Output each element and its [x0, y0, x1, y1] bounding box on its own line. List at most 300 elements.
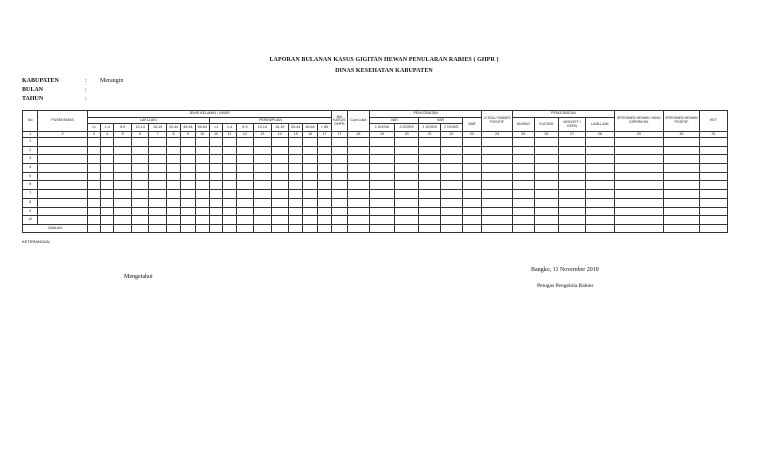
table-cell[interactable]	[664, 216, 700, 225]
table-cell[interactable]	[347, 190, 370, 199]
table-cell[interactable]	[559, 155, 586, 164]
table-cell[interactable]	[236, 207, 253, 216]
table-cell[interactable]	[441, 216, 463, 225]
table-cell[interactable]	[513, 164, 535, 173]
table-cell[interactable]	[317, 198, 331, 207]
table-cell[interactable]	[513, 181, 535, 190]
table-cell[interactable]	[441, 155, 463, 164]
table-cell[interactable]	[347, 181, 370, 190]
table-cell[interactable]	[370, 207, 395, 216]
table-cell[interactable]	[559, 216, 586, 225]
table-cell[interactable]	[699, 164, 727, 173]
table-cell[interactable]	[317, 172, 331, 181]
table-cell[interactable]	[303, 198, 317, 207]
table-cell[interactable]	[236, 198, 253, 207]
table-cell[interactable]	[394, 138, 419, 147]
table-cell[interactable]	[664, 138, 700, 147]
table-cell[interactable]	[271, 216, 288, 225]
table-cell[interactable]	[223, 172, 236, 181]
table-cell[interactable]	[236, 172, 253, 181]
table-cell[interactable]	[166, 181, 180, 190]
table-cell[interactable]	[332, 190, 347, 199]
table-cell[interactable]	[114, 216, 131, 225]
table-cell[interactable]	[166, 138, 180, 147]
table-cell[interactable]	[699, 198, 727, 207]
table-cell[interactable]	[303, 164, 317, 173]
table-cell[interactable]	[534, 146, 559, 155]
table-cell[interactable]	[254, 164, 271, 173]
table-cell[interactable]	[585, 198, 614, 207]
table-cell[interactable]	[223, 216, 236, 225]
table-cell[interactable]	[271, 164, 288, 173]
table-cell[interactable]	[534, 198, 559, 207]
table-cell[interactable]	[289, 155, 303, 164]
table-cell[interactable]	[271, 155, 288, 164]
table-cell[interactable]	[534, 172, 559, 181]
table-cell[interactable]	[332, 181, 347, 190]
table-cell[interactable]	[149, 164, 166, 173]
table-cell[interactable]	[131, 146, 148, 155]
table-cell[interactable]	[559, 198, 586, 207]
table-cell[interactable]	[87, 181, 100, 190]
table-cell[interactable]	[614, 207, 663, 216]
table-cell[interactable]	[223, 198, 236, 207]
table-cell[interactable]	[332, 138, 347, 147]
table-cell[interactable]	[271, 181, 288, 190]
table-cell[interactable]	[419, 164, 441, 173]
table-cell[interactable]	[534, 181, 559, 190]
table-cell[interactable]	[236, 155, 253, 164]
table-cell[interactable]	[223, 155, 236, 164]
table-cell[interactable]	[223, 207, 236, 216]
table-cell[interactable]	[347, 207, 370, 216]
table-cell[interactable]	[419, 181, 441, 190]
table-cell[interactable]	[254, 207, 271, 216]
table-cell[interactable]	[585, 155, 614, 164]
table-cell[interactable]	[332, 155, 347, 164]
table-cell[interactable]	[166, 207, 180, 216]
table-cell[interactable]	[585, 138, 614, 147]
table-cell[interactable]	[101, 172, 114, 181]
table-cell[interactable]	[462, 146, 482, 155]
table-cell[interactable]	[166, 216, 180, 225]
table-cell[interactable]	[332, 207, 347, 216]
table-cell[interactable]	[181, 138, 195, 147]
table-cell[interactable]	[482, 146, 513, 155]
table-cell[interactable]	[289, 190, 303, 199]
table-cell[interactable]	[482, 207, 513, 216]
table-cell[interactable]	[114, 172, 131, 181]
table-cell[interactable]	[664, 155, 700, 164]
table-cell[interactable]	[303, 138, 317, 147]
table-cell[interactable]	[614, 146, 663, 155]
table-cell[interactable]	[534, 155, 559, 164]
table-cell[interactable]	[38, 172, 87, 181]
table-cell[interactable]	[195, 155, 209, 164]
table-cell[interactable]	[254, 190, 271, 199]
table-cell[interactable]	[585, 146, 614, 155]
table-cell[interactable]	[131, 181, 148, 190]
table-cell[interactable]	[38, 198, 87, 207]
table-cell[interactable]	[149, 216, 166, 225]
table-cell[interactable]	[289, 181, 303, 190]
table-cell[interactable]	[317, 155, 331, 164]
table-cell[interactable]	[513, 172, 535, 181]
table-cell[interactable]	[195, 190, 209, 199]
table-cell[interactable]	[419, 172, 441, 181]
table-cell[interactable]	[223, 138, 236, 147]
table-cell[interactable]	[303, 216, 317, 225]
table-cell[interactable]	[559, 146, 586, 155]
table-cell[interactable]	[370, 172, 395, 181]
table-cell[interactable]	[149, 181, 166, 190]
table-cell[interactable]	[87, 190, 100, 199]
table-cell[interactable]	[101, 198, 114, 207]
table-cell[interactable]	[664, 146, 700, 155]
table-cell[interactable]	[441, 146, 463, 155]
table-cell[interactable]	[614, 190, 663, 199]
table-cell[interactable]	[38, 181, 87, 190]
table-cell[interactable]	[114, 155, 131, 164]
table-cell[interactable]	[114, 164, 131, 173]
table-cell[interactable]	[114, 146, 131, 155]
table-cell[interactable]	[101, 216, 114, 225]
table-cell[interactable]	[513, 146, 535, 155]
table-cell[interactable]	[699, 207, 727, 216]
table-cell[interactable]	[101, 181, 114, 190]
table-cell[interactable]	[114, 138, 131, 147]
table-cell[interactable]	[482, 198, 513, 207]
table-cell[interactable]	[614, 155, 663, 164]
table-cell[interactable]	[317, 138, 331, 147]
table-cell[interactable]	[332, 216, 347, 225]
table-cell[interactable]	[419, 146, 441, 155]
table-cell[interactable]	[209, 164, 222, 173]
table-cell[interactable]	[236, 164, 253, 173]
table-cell[interactable]	[223, 164, 236, 173]
table-cell[interactable]	[166, 164, 180, 173]
table-cell[interactable]	[482, 172, 513, 181]
table-cell[interactable]	[289, 207, 303, 216]
table-cell[interactable]	[236, 138, 253, 147]
table-cell[interactable]	[236, 190, 253, 199]
table-cell[interactable]	[101, 164, 114, 173]
table-cell[interactable]	[303, 172, 317, 181]
table-cell[interactable]	[101, 146, 114, 155]
table-cell[interactable]	[114, 190, 131, 199]
table-cell[interactable]	[614, 181, 663, 190]
table-cell[interactable]	[513, 207, 535, 216]
table-cell[interactable]	[87, 138, 100, 147]
table-cell[interactable]	[289, 146, 303, 155]
table-cell[interactable]	[441, 172, 463, 181]
table-cell[interactable]	[559, 190, 586, 199]
table-cell[interactable]	[87, 146, 100, 155]
table-cell[interactable]	[166, 198, 180, 207]
table-cell[interactable]	[699, 181, 727, 190]
table-cell[interactable]	[441, 181, 463, 190]
table-cell[interactable]	[38, 164, 87, 173]
table-cell[interactable]	[209, 138, 222, 147]
table-cell[interactable]	[166, 172, 180, 181]
table-cell[interactable]	[664, 190, 700, 199]
table-cell[interactable]	[559, 181, 586, 190]
table-cell[interactable]	[482, 216, 513, 225]
table-cell[interactable]	[559, 172, 586, 181]
table-cell[interactable]	[699, 190, 727, 199]
table-cell[interactable]	[482, 190, 513, 199]
table-cell[interactable]	[87, 207, 100, 216]
table-cell[interactable]	[419, 207, 441, 216]
table-cell[interactable]	[664, 198, 700, 207]
table-cell[interactable]	[699, 155, 727, 164]
table-cell[interactable]	[271, 207, 288, 216]
table-cell[interactable]	[254, 216, 271, 225]
table-cell[interactable]	[559, 138, 586, 147]
table-cell[interactable]	[664, 207, 700, 216]
table-cell[interactable]	[419, 155, 441, 164]
table-cell[interactable]	[419, 138, 441, 147]
table-cell[interactable]	[332, 146, 347, 155]
table-cell[interactable]	[209, 207, 222, 216]
table-cell[interactable]	[289, 216, 303, 225]
table-cell[interactable]	[209, 198, 222, 207]
table-cell[interactable]	[585, 216, 614, 225]
table-cell[interactable]	[271, 172, 288, 181]
table-cell[interactable]	[131, 138, 148, 147]
table-cell[interactable]	[166, 146, 180, 155]
table-cell[interactable]	[149, 138, 166, 147]
table-cell[interactable]	[149, 155, 166, 164]
table-cell[interactable]	[585, 207, 614, 216]
table-cell[interactable]	[419, 190, 441, 199]
table-cell[interactable]	[482, 138, 513, 147]
table-cell[interactable]	[236, 146, 253, 155]
table-cell[interactable]	[317, 146, 331, 155]
table-cell[interactable]	[347, 138, 370, 147]
table-cell[interactable]	[166, 155, 180, 164]
table-cell[interactable]	[462, 216, 482, 225]
table-cell[interactable]	[149, 198, 166, 207]
table-cell[interactable]	[441, 190, 463, 199]
table-cell[interactable]	[271, 138, 288, 147]
table-cell[interactable]	[441, 198, 463, 207]
table-cell[interactable]	[394, 164, 419, 173]
table-cell[interactable]	[114, 181, 131, 190]
table-cell[interactable]	[289, 164, 303, 173]
table-cell[interactable]	[441, 207, 463, 216]
table-cell[interactable]	[209, 155, 222, 164]
table-cell[interactable]	[303, 207, 317, 216]
table-cell[interactable]	[195, 181, 209, 190]
table-cell[interactable]	[195, 198, 209, 207]
table-cell[interactable]	[223, 146, 236, 155]
table-cell[interactable]	[38, 190, 87, 199]
table-cell[interactable]	[131, 190, 148, 199]
table-cell[interactable]	[87, 172, 100, 181]
table-cell[interactable]	[394, 155, 419, 164]
table-cell[interactable]	[370, 216, 395, 225]
table-cell[interactable]	[332, 198, 347, 207]
table-cell[interactable]	[209, 172, 222, 181]
table-cell[interactable]	[585, 164, 614, 173]
table-cell[interactable]	[131, 155, 148, 164]
table-cell[interactable]	[181, 172, 195, 181]
table-cell[interactable]	[534, 190, 559, 199]
table-cell[interactable]	[101, 138, 114, 147]
table-cell[interactable]	[317, 216, 331, 225]
table-cell[interactable]	[271, 146, 288, 155]
table-cell[interactable]	[347, 172, 370, 181]
table-cell[interactable]	[223, 181, 236, 190]
table-cell[interactable]	[181, 181, 195, 190]
table-cell[interactable]	[131, 207, 148, 216]
table-cell[interactable]	[559, 164, 586, 173]
table-cell[interactable]	[181, 155, 195, 164]
table-cell[interactable]	[394, 190, 419, 199]
table-cell[interactable]	[101, 207, 114, 216]
table-cell[interactable]	[419, 216, 441, 225]
table-cell[interactable]	[370, 190, 395, 199]
table-cell[interactable]	[513, 216, 535, 225]
table-cell[interactable]	[585, 181, 614, 190]
table-cell[interactable]	[254, 198, 271, 207]
table-cell[interactable]	[699, 172, 727, 181]
table-cell[interactable]	[254, 172, 271, 181]
table-cell[interactable]	[181, 164, 195, 173]
table-cell[interactable]	[254, 138, 271, 147]
table-cell[interactable]	[441, 138, 463, 147]
table-cell[interactable]	[699, 146, 727, 155]
table-cell[interactable]	[370, 181, 395, 190]
table-cell[interactable]	[347, 146, 370, 155]
table-cell[interactable]	[195, 172, 209, 181]
table-cell[interactable]	[559, 207, 586, 216]
table-cell[interactable]	[614, 198, 663, 207]
table-cell[interactable]	[38, 155, 87, 164]
table-cell[interactable]	[482, 155, 513, 164]
table-cell[interactable]	[394, 216, 419, 225]
table-cell[interactable]	[462, 155, 482, 164]
table-cell[interactable]	[289, 138, 303, 147]
table-cell[interactable]	[101, 155, 114, 164]
table-cell[interactable]	[462, 172, 482, 181]
table-cell[interactable]	[370, 146, 395, 155]
table-cell[interactable]	[181, 190, 195, 199]
table-cell[interactable]	[181, 146, 195, 155]
table-cell[interactable]	[462, 198, 482, 207]
table-cell[interactable]	[271, 198, 288, 207]
table-cell[interactable]	[289, 172, 303, 181]
table-cell[interactable]	[462, 138, 482, 147]
table-cell[interactable]	[166, 190, 180, 199]
table-cell[interactable]	[181, 198, 195, 207]
table-cell[interactable]	[534, 207, 559, 216]
table-cell[interactable]	[87, 216, 100, 225]
table-cell[interactable]	[209, 216, 222, 225]
table-cell[interactable]	[664, 172, 700, 181]
table-cell[interactable]	[664, 164, 700, 173]
table-cell[interactable]	[38, 138, 87, 147]
table-cell[interactable]	[114, 198, 131, 207]
table-cell[interactable]	[347, 198, 370, 207]
table-cell[interactable]	[441, 164, 463, 173]
table-cell[interactable]	[462, 207, 482, 216]
table-cell[interactable]	[195, 146, 209, 155]
table-cell[interactable]	[614, 164, 663, 173]
table-cell[interactable]	[513, 138, 535, 147]
table-cell[interactable]	[87, 155, 100, 164]
table-cell[interactable]	[114, 207, 131, 216]
table-cell[interactable]	[394, 198, 419, 207]
table-cell[interactable]	[370, 138, 395, 147]
table-cell[interactable]	[149, 207, 166, 216]
table-cell[interactable]	[131, 172, 148, 181]
table-cell[interactable]	[614, 172, 663, 181]
table-cell[interactable]	[38, 207, 87, 216]
table-cell[interactable]	[209, 146, 222, 155]
table-cell[interactable]	[664, 181, 700, 190]
table-cell[interactable]	[462, 164, 482, 173]
table-cell[interactable]	[254, 155, 271, 164]
table-cell[interactable]	[585, 172, 614, 181]
table-cell[interactable]	[513, 155, 535, 164]
table-cell[interactable]	[254, 146, 271, 155]
table-cell[interactable]	[254, 181, 271, 190]
table-cell[interactable]	[271, 190, 288, 199]
table-cell[interactable]	[195, 207, 209, 216]
table-cell[interactable]	[370, 155, 395, 164]
table-cell[interactable]	[303, 190, 317, 199]
table-cell[interactable]	[209, 190, 222, 199]
table-cell[interactable]	[317, 207, 331, 216]
table-cell[interactable]	[195, 216, 209, 225]
table-cell[interactable]	[38, 146, 87, 155]
table-cell[interactable]	[332, 164, 347, 173]
table-cell[interactable]	[513, 198, 535, 207]
table-cell[interactable]	[585, 190, 614, 199]
table-cell[interactable]	[317, 190, 331, 199]
table-cell[interactable]	[347, 155, 370, 164]
table-cell[interactable]	[534, 138, 559, 147]
table-cell[interactable]	[236, 216, 253, 225]
table-cell[interactable]	[303, 155, 317, 164]
table-cell[interactable]	[317, 181, 331, 190]
table-cell[interactable]	[317, 164, 331, 173]
table-cell[interactable]	[332, 172, 347, 181]
table-cell[interactable]	[101, 190, 114, 199]
table-cell[interactable]	[347, 216, 370, 225]
table-cell[interactable]	[394, 181, 419, 190]
table-cell[interactable]	[87, 164, 100, 173]
table-cell[interactable]	[289, 198, 303, 207]
table-cell[interactable]	[195, 138, 209, 147]
table-cell[interactable]	[149, 172, 166, 181]
table-cell[interactable]	[131, 164, 148, 173]
table-cell[interactable]	[347, 164, 370, 173]
table-cell[interactable]	[394, 172, 419, 181]
table-cell[interactable]	[149, 146, 166, 155]
table-cell[interactable]	[209, 181, 222, 190]
table-cell[interactable]	[131, 198, 148, 207]
table-cell[interactable]	[534, 216, 559, 225]
table-cell[interactable]	[195, 164, 209, 173]
table-cell[interactable]	[370, 198, 395, 207]
table-cell[interactable]	[699, 216, 727, 225]
table-cell[interactable]	[181, 207, 195, 216]
table-cell[interactable]	[462, 181, 482, 190]
table-cell[interactable]	[614, 216, 663, 225]
